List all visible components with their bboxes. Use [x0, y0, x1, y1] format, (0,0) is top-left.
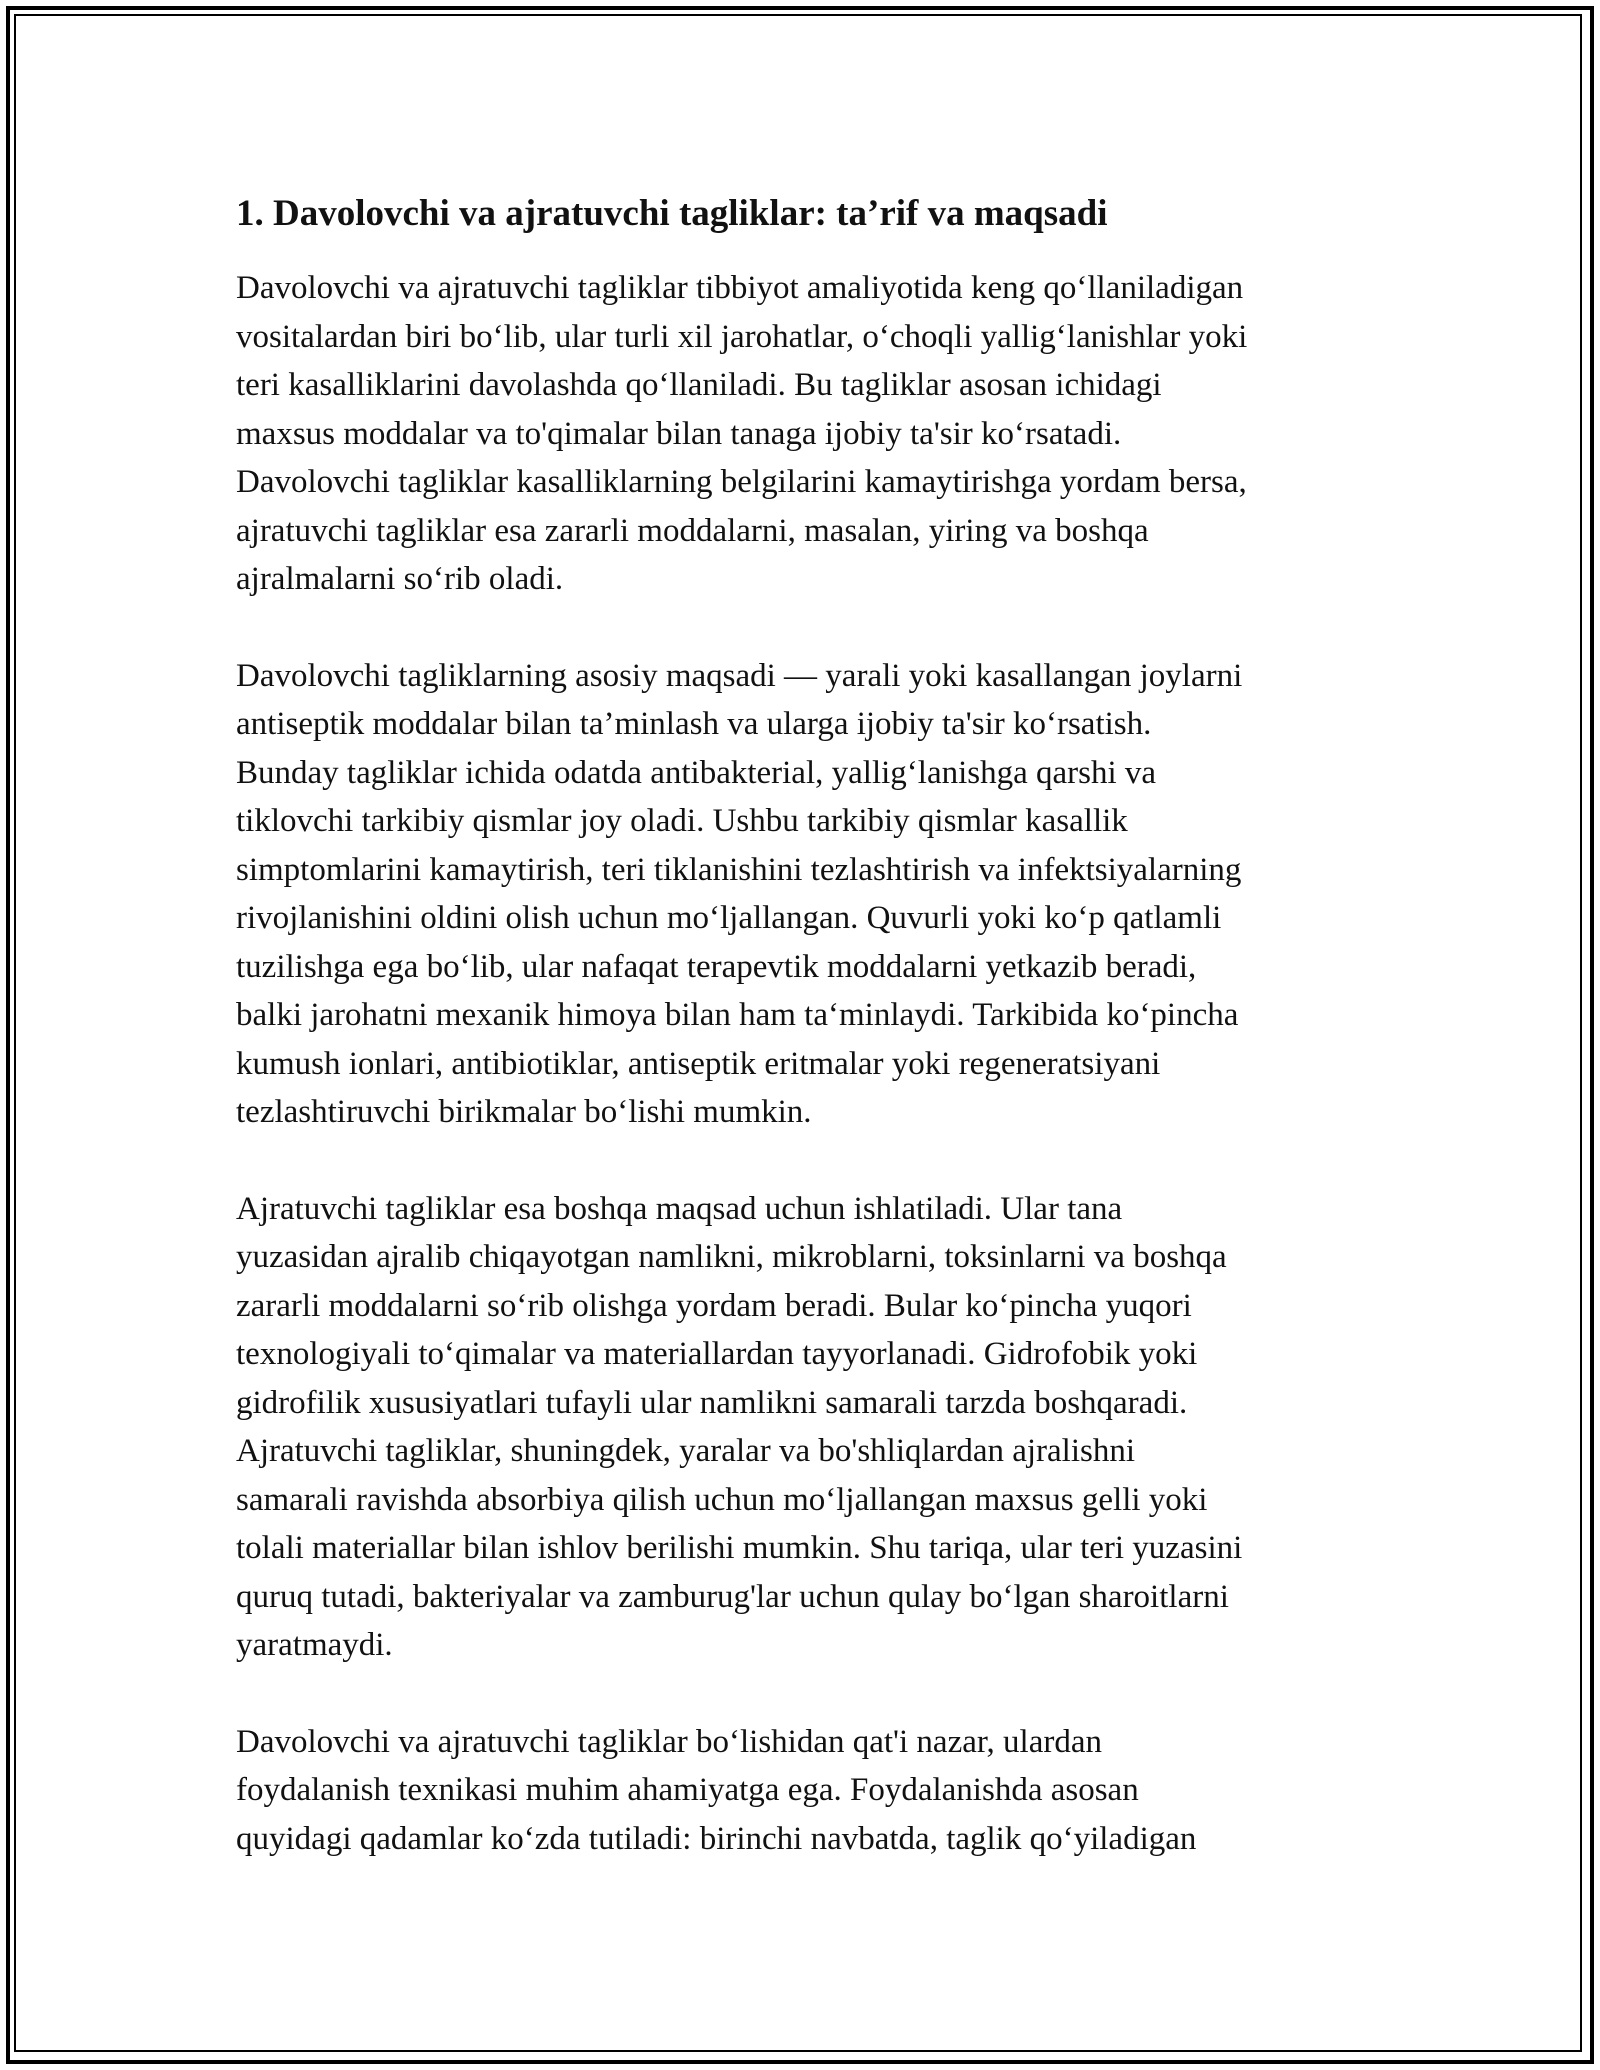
text-line: quyidagi qadamlar ko‘zda tutiladi: birinchi navbatda, taglik qo‘yiladigan: [236, 1820, 1197, 1857]
text-line: rivojlanishini oldini olish uchun mo‘ljallangan. Quvurli yoki ko‘p qatlamli: [236, 900, 1222, 936]
document-body: [236, 186, 1366, 1911]
paragraph-3: [236, 1185, 1366, 1670]
text-line: zararli moddalarni so‘rib olishga yordam beradi. Bular ko‘pincha yuqori: [236, 1287, 1192, 1324]
text-line: kumush ionlari, antibiotiklar, antiseptik eritmalar yoki regeneratsiyani: [236, 1045, 1161, 1082]
text-line: Ajratuvchi tagliklar, shuningdek, yaralar va bo'shliqlardan ajralishni: [236, 1433, 1136, 1469]
text-line: Davolovchi va ajratuvchi tagliklar bo‘lishidan qat'i nazar, ulardan: [236, 1723, 1102, 1760]
paragraph-1: [236, 264, 1366, 604]
section-heading: 1. Davolovchi va ajratuvchi tagliklar: ta’rif va maqsadi: [236, 193, 1108, 234]
paragraph-4: [236, 1718, 1366, 1864]
text-line: balki jarohatni mexanik himoya bilan ham ta‘minlaydi. Tarkibida ko‘pincha: [236, 997, 1239, 1033]
text-line: vositalardan biri bo‘lib, ular turli xil jarohatlar, o‘choqli yallig‘lanishlar yoki: [236, 318, 1248, 355]
text-line: Bunday tagliklar ichida odatda antibakterial, yallig‘lanishga qarshi va: [236, 754, 1157, 791]
paragraph-2: [236, 652, 1366, 1137]
text-line: teri kasalliklarini davolashda qo‘llaniladi. Bu tagliklar asosan ichidagi: [236, 367, 1162, 403]
text-line: yaratmaydi.: [236, 1627, 393, 1663]
text-line: samarali ravishda absorbiya qilish uchun mo‘ljallangan maxsus gelli yoki: [236, 1481, 1208, 1518]
text-line: simptomlarini kamaytirish, teri tiklanishini tezlashtirish va infektsiyalarning: [236, 851, 1242, 888]
text-line: tezlashtiruvchi birikmalar bo‘lishi mumkin.: [236, 1094, 812, 1130]
text-line: tiklovchi tarkibiy qismlar joy oladi. Ushbu tarkibiy qismlar kasallik: [236, 803, 1128, 839]
text-line: Davolovchi tagliklarning asosiy maqsadi — yarali yoki kasallangan joylarni: [236, 657, 1243, 694]
text-line: ajralmalarni so‘rib oladi.: [236, 561, 564, 597]
text-line: ajratuvchi tagliklar esa zararli moddalarni, masalan, yiring va boshqa: [236, 512, 1149, 549]
text-line: gidrofilik xususiyatlari tufayli ular namlikni samarali tarzda boshqaradi.: [236, 1384, 1188, 1421]
text-line: quruq tutadi, bakteriyalar va zamburug'lar uchun qulay bo‘lgan sharoitlarni: [236, 1578, 1229, 1615]
text-line: tolali materiallar bilan ishlov berilishi mumkin. Shu tariqa, ular teri yuzasini: [236, 1530, 1243, 1566]
text-line: antiseptik moddalar bilan ta’minlash va ularga ijobiy ta'sir ko‘rsatish.: [236, 706, 1152, 742]
text-line: tuzilishga ega bo‘lib, ular nafaqat terapevtik moddalarni yetkazib beradi,: [236, 948, 1197, 985]
text-line: yuzasidan ajralib chiqayotgan namlikni, mikroblarni, toksinlarni va boshqa: [236, 1239, 1227, 1275]
text-line: foydalanish texnikasi muhim ahamiyatga ega. Foydalanishda asosan: [236, 1772, 1139, 1808]
text-line: Ajratuvchi tagliklar esa boshqa maqsad uchun ishlatiladi. Ular tana: [236, 1190, 1123, 1227]
text-line: Davolovchi tagliklar kasalliklarning belgilarini kamaytirishga yordam bersa,: [236, 464, 1247, 500]
text-line: texnologiyali to‘qimalar va materiallardan tayyorlanadi. Gidrofobik yoki: [236, 1336, 1198, 1372]
text-line: Davolovchi va ajratuvchi tagliklar tibbiyot amaliyotida keng qo‘llaniladigan: [236, 270, 1244, 306]
text-line: maxsus moddalar va to'qimalar bilan tanaga ijobiy ta'sir ko‘rsatadi.: [236, 415, 1122, 452]
